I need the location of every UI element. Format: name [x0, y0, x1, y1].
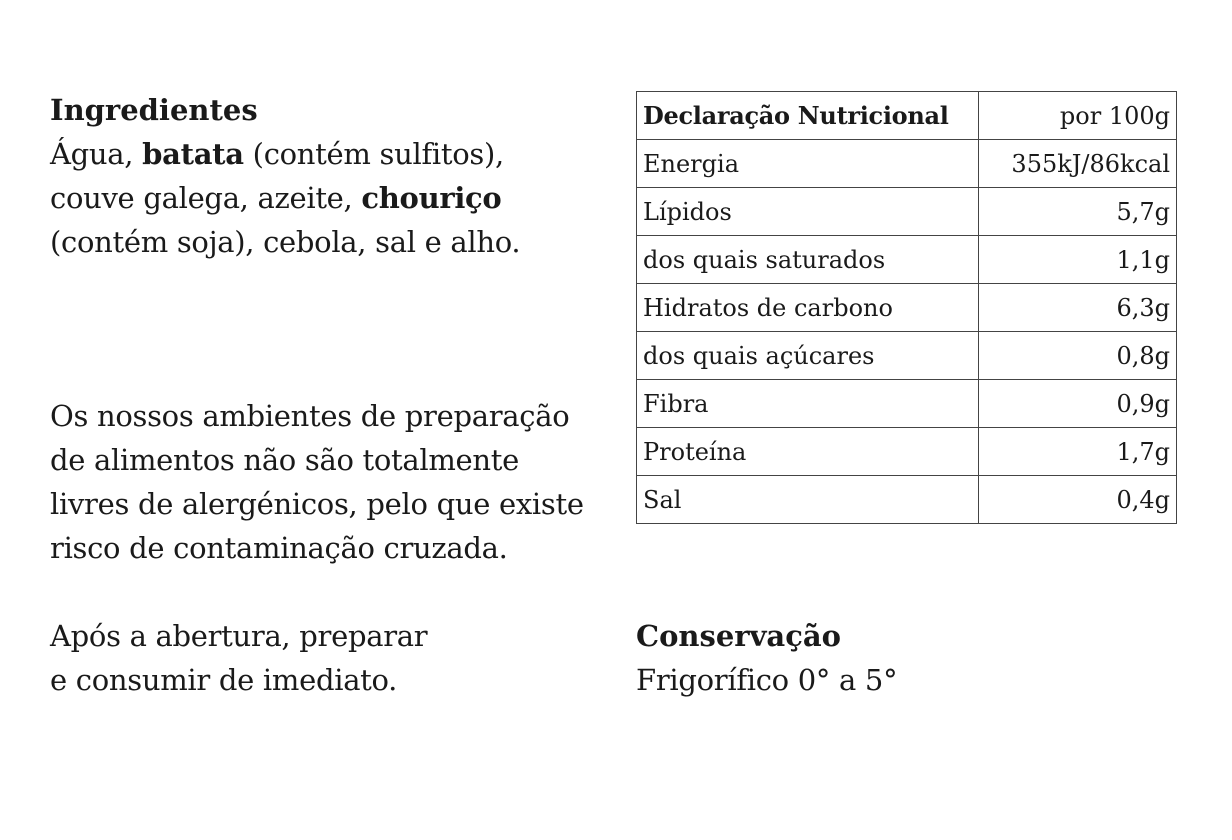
ingredients-text: (contém sulfitos), — [243, 137, 504, 171]
nutrition-header-row — [637, 92, 1177, 140]
storage-section — [636, 614, 1196, 702]
nutrient-name: Energia — [637, 140, 979, 188]
nutrient-name: Fibra — [637, 380, 979, 428]
table-row — [637, 140, 1177, 188]
nutrition-header-unit: por 100g — [979, 92, 1177, 140]
storage-text: Frigorífico 0° a 5° — [636, 663, 898, 697]
nutrient-value: 1,1g — [979, 236, 1177, 284]
ingredients-text: couve galega, azeite, — [50, 181, 362, 215]
opening-line: e consumir de imediato. — [50, 663, 398, 697]
allergen-line: Os nossos ambientes de preparação — [50, 399, 570, 433]
table-row — [637, 332, 1177, 380]
allergen-chourico: chouriço — [361, 181, 502, 215]
nutrient-value: 0,9g — [979, 380, 1177, 428]
nutrition-table — [636, 91, 1177, 524]
nutrient-value: 5,7g — [979, 188, 1177, 236]
nutrient-name: Hidratos de carbono — [637, 284, 979, 332]
table-row — [637, 236, 1177, 284]
nutrient-name: Proteína — [637, 428, 979, 476]
nutrient-value: 6,3g — [979, 284, 1177, 332]
ingredients-line-3: (contém soja), cebola, sal e alho. — [50, 225, 521, 259]
opening-line: Após a abertura, preparar — [50, 619, 428, 653]
allergen-line: livres de alergénicos, pelo que existe — [50, 487, 584, 521]
nutrient-name: Sal — [637, 476, 979, 524]
allergen-line: de alimentos não são totalmente — [50, 443, 520, 477]
opening-instructions — [50, 614, 610, 702]
table-row — [637, 188, 1177, 236]
allergen-notice — [50, 394, 610, 570]
nutrient-name: dos quais saturados — [637, 236, 979, 284]
nutrition-header-label: Declaração Nutricional — [637, 92, 979, 140]
ingredients-section — [50, 88, 610, 264]
nutrient-value: 1,7g — [979, 428, 1177, 476]
storage-heading: Conservação — [636, 619, 841, 653]
table-row — [637, 380, 1177, 428]
nutrient-name: Lípidos — [637, 188, 979, 236]
nutrient-value: 355kJ/86kcal — [979, 140, 1177, 188]
ingredients-line-1 — [50, 132, 610, 176]
ingredients-heading: Ingredientes — [50, 93, 258, 127]
allergen-line: risco de contaminação cruzada. — [50, 531, 508, 565]
ingredients-line-2 — [50, 176, 610, 220]
nutrient-value: 0,4g — [979, 476, 1177, 524]
table-row — [637, 284, 1177, 332]
table-row — [637, 476, 1177, 524]
ingredients-text: Água, — [50, 137, 143, 171]
allergen-batata: batata — [142, 137, 244, 171]
nutrient-value: 0,8g — [979, 332, 1177, 380]
nutrient-name: dos quais açúcares — [637, 332, 979, 380]
table-row — [637, 428, 1177, 476]
